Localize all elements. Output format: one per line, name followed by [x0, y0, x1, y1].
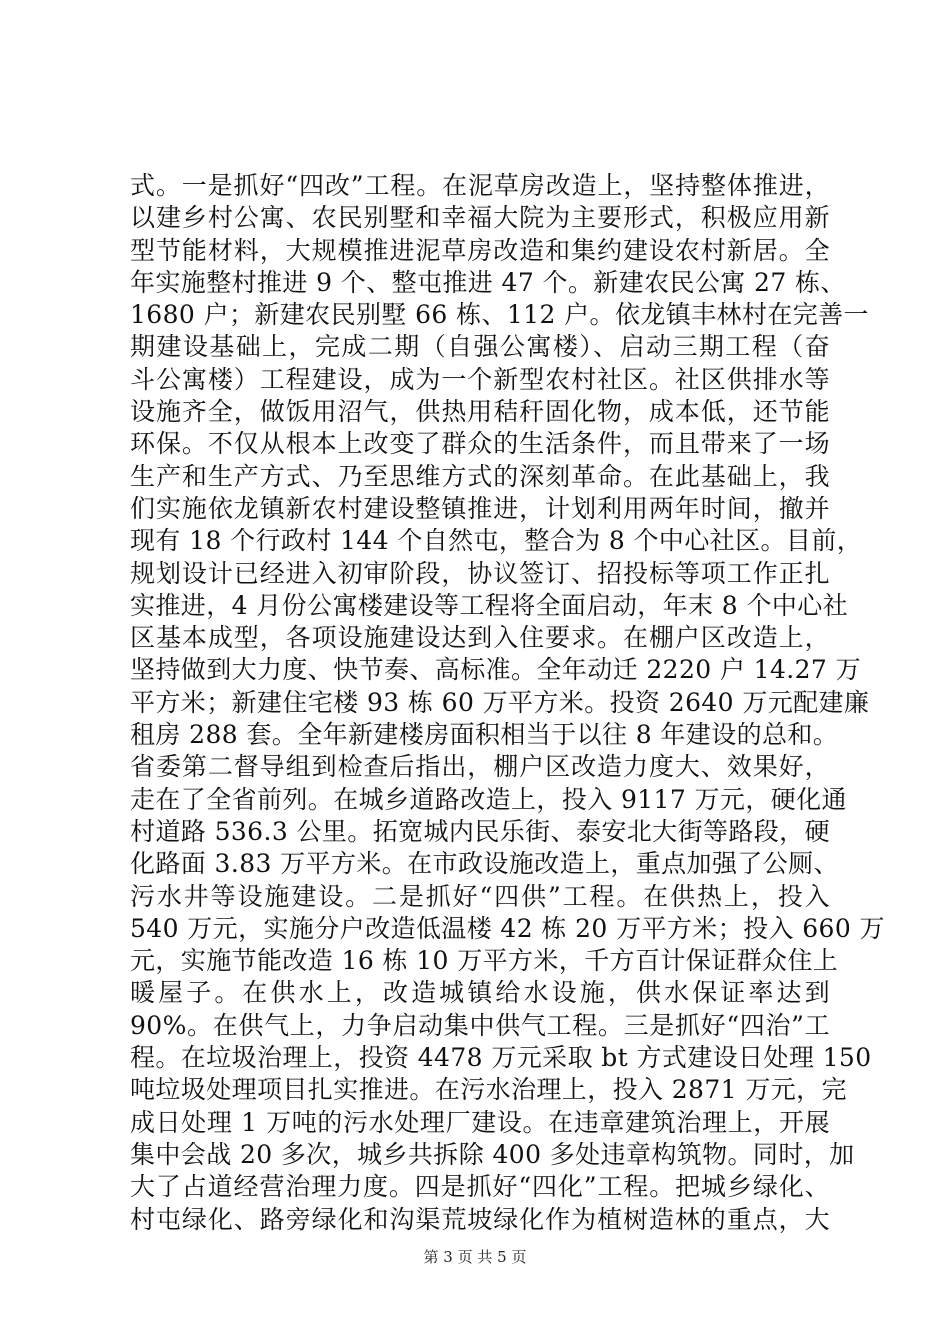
text-line: 集中会战 20 多次，城乡共拆除 400 多处违章构筑物。同时，加 [130, 1139, 855, 1169]
text-line: 程。在垃圾治理上，投资 4478 万元采取 bt 方式建设日处理 150 [130, 1043, 872, 1073]
text-line: 期建设基础上，完成二期（自强公寓楼）、启动三期工程（奋 [130, 332, 830, 362]
text-line: 生产和生产方式、乃至思维方式的深刻革命。在此基础上，我 [130, 461, 830, 491]
text-line: 吨垃圾处理项目扎实推进。在污水治理上，投入 2871 万元，完 [130, 1075, 847, 1105]
page-footer [0, 1247, 950, 1267]
text-line: 省委第二督导组到检查后指出，棚户区改造力度大、效果好， [130, 752, 830, 782]
text-line: 环保。不仅从根本上改变了群众的生活条件，而且带来了一场 [130, 429, 830, 459]
text-line: 以建乡村公寓、农民别墅和幸福大院为主要形式，积极应用新 [130, 203, 830, 233]
text-line: 年实施整村推进 9 个、整屯推进 47 个。新建农民公寓 27 栋、 [130, 267, 846, 297]
text-line: 坚持做到大力度、快节奏、高标准。全年动迁 2220 户 14.27 万 [130, 655, 861, 685]
text-line: 实推进，4 月份公寓楼建设等工程将全面启动，年末 8 个中心社 [130, 590, 849, 620]
text-line: 现有 18 个行政村 144 个自然屯，整合为 8 个中心社区。目前， [130, 526, 863, 556]
text-line: 设施齐全，做饭用沼气，供热用秸秆固化物，成本低，还节能 [130, 397, 830, 427]
text-line: 成日处理 1 万吨的污水处理厂建设。在违章建筑治理上，开展 [130, 1107, 830, 1137]
text-line: 污水井等设施建设。二是抓好“四供”工程。在供热上，投入 [130, 881, 830, 911]
text-line: 型节能材料，大规模推进泥草房改造和集约建设农村新居。全 [130, 235, 830, 265]
text-line: 们实施依龙镇新农村建设整镇推进，计划利用两年时间，撤并 [130, 493, 830, 523]
text-line: 规划设计已经进入初审阶段，协议签订、招投标等项工作正扎 [130, 558, 830, 588]
text-line: 元，实施节能改造 16 栋 10 万平方米，千方百计保证群众住上 [130, 946, 839, 976]
text-line: 村道路 536.3 公里。拓宽城内民乐街、泰安北大街等路段，硬 [130, 816, 830, 846]
text-line: 1680 户；新建农民别墅 66 栋、112 户。依龙镇丰林村在完善一 [130, 300, 869, 330]
text-line: 走在了全省前列。在城乡道路改造上，投入 9117 万元，硬化通 [130, 784, 847, 814]
text-line: 大了占道经营治理力度。四是抓好“四化”工程。把城乡绿化、 [130, 1172, 830, 1202]
text-line: 斗公寓楼）工程建设，成为一个新型农村社区。社区供排水等 [130, 364, 830, 394]
text-line: 90%。在供气上，力争启动集中供气工程。三是抓好“四治”工 [130, 1010, 830, 1040]
text-line: 暖屋子。在供水上，改造城镇给水设施，供水保证率达到 [130, 978, 830, 1008]
text-line: 区基本成型，各项设施建设达到入住要求。在棚户区改造上， [130, 623, 830, 653]
text-line: 村屯绿化、路旁绿化和沟渠荒坡绿化作为植树造林的重点，大 [130, 1204, 830, 1234]
page-number-label: 第 3 页 共 5 页 [423, 1248, 527, 1266]
text-line: 平方米；新建住宅楼 93 栋 60 万平方米。投资 2640 万元配建廉 [130, 687, 870, 717]
text-line: 化路面 3.83 万平方米。在市政设施改造上，重点加强了公厕、 [130, 849, 839, 879]
text-line: 租房 288 套。全年新建楼房面积相当于以往 8 年建设的总和。 [130, 720, 839, 750]
body-text [130, 170, 885, 1236]
text-line: 540 万元，实施分户改造低温楼 42 栋 20 万平方米；投入 660 万 [130, 913, 885, 943]
text-line: 式。一是抓好“四改”工程。在泥草房改造上，坚持整体推进， [130, 171, 830, 200]
